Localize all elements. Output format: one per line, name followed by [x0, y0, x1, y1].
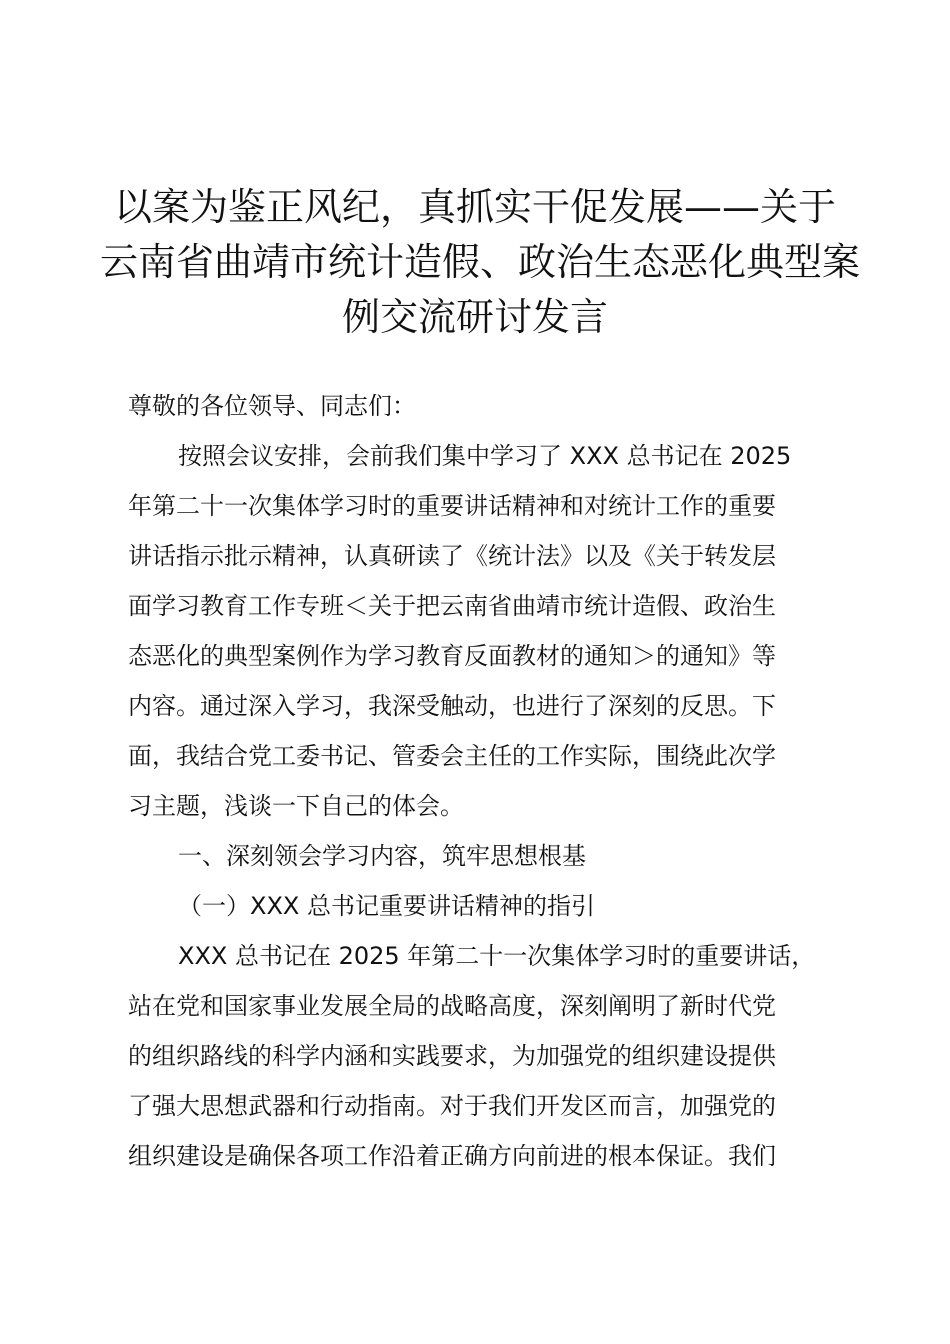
paragraph-line: 的组织路线的科学内涵和实践要求，为加强党的组织建设提供 [128, 1042, 776, 1070]
document-title [100, 180, 861, 345]
paragraph-line: 站在党和国家事业发展全局的战略高度，深刻阐明了新时代党 [128, 992, 776, 1020]
paragraph-line: 按照会议安排，会前我们集中学习了 XXX 总书记在 2025 [178, 442, 792, 470]
subsection-heading: （一）XXX 总书记重要讲话精神的指引 [178, 892, 595, 920]
paragraph-line: 年第二十一次集体学习时的重要讲话精神和对统计工作的重要 [128, 492, 776, 520]
paragraph-line: 组织建设是确保各项工作沿着正确方向前进的根本保证。我们 [128, 1142, 776, 1170]
paragraph-line: 态恶化的典型案例作为学习教育反面教材的通知＞的通知》等 [128, 642, 776, 670]
paragraph-line: 了强大思想武器和行动指南。对于我们开发区而言，加强党的 [128, 1092, 776, 1120]
document-body [128, 381, 830, 1181]
paragraph-line: 讲话指示批示精神，认真研读了《统计法》以及《关于转发层 [128, 542, 776, 570]
title-line-3: 例交流研讨发言 [341, 295, 608, 339]
paragraph-line: 面学习教育工作专班＜关于把云南省曲靖市统计造假、政治生 [128, 592, 776, 620]
salutation: 尊敬的各位领导、同志们： [128, 392, 416, 420]
section-heading: 一、深刻领会学习内容，筑牢思想根基 [178, 842, 586, 870]
paragraph-line: 面，我结合党工委书记、管委会主任的工作实际，围绕此次学 [128, 742, 776, 770]
paragraph-line: 内容。通过深入学习，我深受触动，也进行了深刻的反思。下 [128, 692, 776, 720]
paragraph-line: 习主题，浅谈一下自己的体会。 [128, 792, 464, 820]
title-line-1: 以案为鉴正风纪，真抓实干促发展——关于 [113, 185, 836, 229]
title-line-2: 云南省曲靖市统计造假、政治生态恶化典型案 [100, 240, 861, 284]
paragraph-line: XXX 总书记在 2025 年第二十一次集体学习时的重要讲话， [178, 942, 816, 970]
